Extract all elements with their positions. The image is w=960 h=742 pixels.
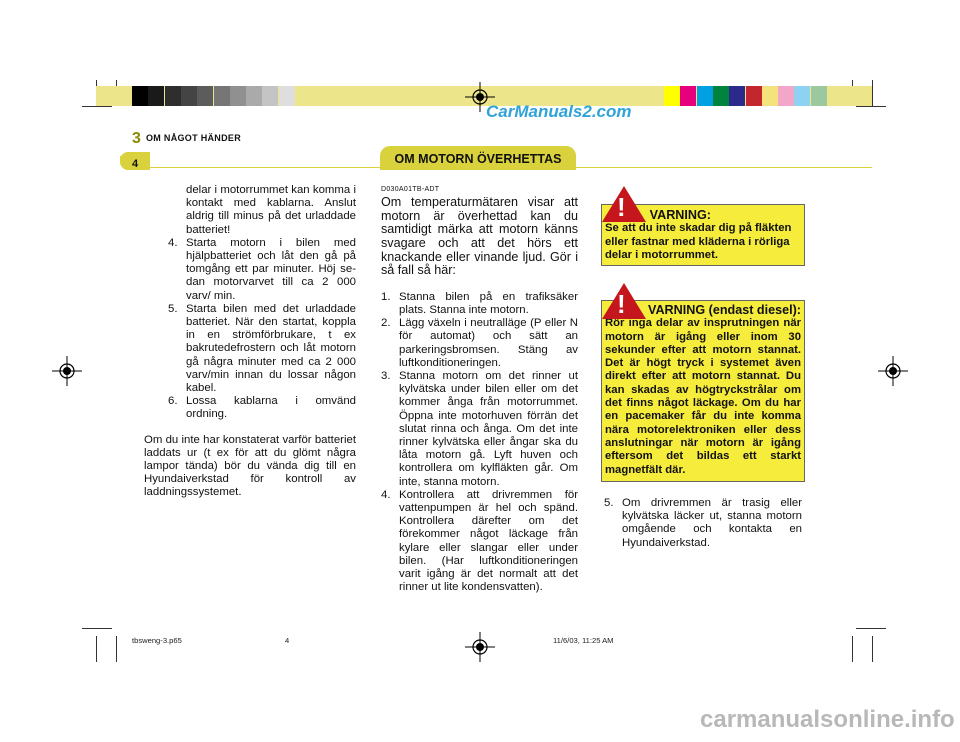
color-swatch (697, 86, 713, 106)
footer-page: 4 (285, 636, 290, 645)
step-number: 5. (604, 497, 614, 509)
crop-mark (96, 636, 97, 662)
section-title: OM MOTORN ÖVERHETTAS (380, 146, 576, 170)
color-swatch (246, 86, 262, 106)
list-item (168, 237, 356, 303)
registration-crosshair-icon (52, 356, 82, 386)
color-swatch (664, 86, 680, 106)
intro-paragraph: Om temperaturmätaren visar att motorn är överhettad kan du samtidigt märka att motorn känns svagare och att det hörs ett knackande eller vinande ljud. Gör i så fall så här: (381, 195, 578, 278)
left-column (144, 184, 356, 500)
step-text: Lägg växeln i neutralläge (P eller N för automat) och sätt an parkeringsbromsen. Stäng av luftkonditioneringen. (399, 317, 578, 369)
step-text: Om drivremmen är trasig eller kylvätska läcker ut, stanna motorn omgående och kontakta en Hyundaiverkstad. (622, 497, 802, 549)
color-swatch (181, 86, 197, 106)
color-swatch (165, 86, 181, 106)
step-text: Starta bilen med det urladdade batteriet. När den startat, koppla in en strömförbrukare, t ex bakrutedefrostern och låt motorn gå några minuter med ca 2 000 varv/min innan du lossar någon kabel. (186, 302, 356, 395)
color-swatch (811, 86, 827, 106)
continuation-text: delar i motorrummet kan komma i kontakt med kablarna. Anslut aldrig till minus på det urladdade batteriet! (186, 184, 356, 236)
middle-steps-list (381, 291, 578, 595)
footer-timestamp: 11/6/03, 11:25 AM (553, 636, 614, 645)
color-swatch (762, 86, 778, 106)
left-steps-list (144, 237, 356, 422)
crop-mark (856, 628, 886, 629)
watermark[interactable]: carmanualsonline.info (700, 706, 955, 733)
list-item (168, 303, 356, 395)
color-swatch (132, 86, 148, 106)
warning-title: VARNING: (649, 208, 711, 222)
right-step (604, 497, 802, 550)
step-number: 6. (168, 395, 178, 408)
warning-box-diesel (601, 300, 805, 482)
list-item (381, 489, 578, 595)
warning-text: Se att du inte skadar dig på fläkten eller fastnar med kläderna i rörliga delar i motorrummet. (605, 222, 792, 261)
color-swatch (262, 86, 278, 106)
step-number: 1. (381, 290, 391, 303)
middle-column (381, 183, 578, 594)
page-number: 4 (132, 158, 139, 170)
crop-mark (82, 106, 112, 107)
registration-crosshair-icon (465, 632, 495, 662)
crop-mark (856, 106, 886, 107)
list-item (381, 317, 578, 370)
crop-mark (82, 628, 112, 629)
step-text: Starta motorn i bilen med hjälpbatteriet och låt den gå på tomgång ett par minuter. Höj se-dan motorvarvet till ca 2 000 varv/ min. (186, 236, 356, 302)
color-swatch (148, 86, 164, 106)
color-swatch (214, 86, 230, 106)
list-item (381, 291, 578, 317)
color-swatch (680, 86, 696, 106)
step-text: Stanna motorn om det rinner ut kylvätska under bilen eller om det kommer ånga från motorrummet. Öppna inte motorhuven förrän det slutat rinna och ånga. Om det inte rinner kylvätska eller ångar ska du låta motorn gå. Lyft huven och kontrollera om kylfläkten går. Om inte, stanna motorn. (399, 369, 578, 488)
registration-crosshair-icon (878, 356, 908, 386)
crop-mark (852, 636, 853, 662)
list-item (168, 395, 356, 421)
color-swatch (197, 86, 213, 106)
color-swatch (230, 86, 246, 106)
step-number: 4. (381, 488, 391, 501)
step-number: 3. (381, 369, 391, 382)
chapter-number: 3 (132, 130, 141, 147)
document-code: D030A01TB-ADT (381, 186, 440, 193)
warning-text: Rör inga delar av insprutningen när motorn är igång eller inom 30 sekunder efter att motorn stannat. Det är högt tryck i systemet även direkt efter att motorn stannat. Du kan skadas av högtryckstrålar om det finns något läckage. Om du har en pacemaker får du inte komma nära motorelektroniken eller dess anslutningar när motorn är igång eftersom det bildas ett starkt magnetfält där. (605, 317, 801, 476)
crop-mark (116, 636, 117, 662)
step-number: 2. (381, 317, 391, 330)
color-swatch (778, 86, 794, 106)
chapter-title: OM NÅGOT HÄNDER (146, 133, 241, 143)
color-swatch (279, 86, 295, 106)
step-text: Lossa kablarna i omvänd ordning. (186, 395, 356, 421)
step-number: 4. (168, 236, 178, 249)
list-item (381, 370, 578, 489)
site-logo[interactable]: CarManuals2.com (486, 102, 632, 121)
crop-mark (872, 80, 873, 106)
color-swatch (729, 86, 745, 106)
color-swatch (713, 86, 729, 106)
warning-exclamation-icon: ! (617, 192, 626, 222)
step-text: Stanna bilen på en trafiksäker plats. Stanna inte motorn. (399, 290, 578, 316)
step-number: 5. (168, 302, 178, 315)
note-paragraph: Om du inte har konstaterat varför batteriet laddats ur (t ex för att du glömt några lampor tända) bör du vända dig till en Hyundaiverkstad för kontroll av laddningssystemet. (144, 433, 356, 499)
warning-exclamation-icon: ! (617, 289, 626, 319)
color-swatch (794, 86, 810, 106)
footer-file: tbsweng-3.p65 (132, 636, 182, 645)
color-swatch (746, 86, 762, 106)
step-text: Kontrollera att drivremmen för vattenpumpen är hel och spänd. Kontrollera därefter om det förekommer något läckage från kylare eller slangar eller under bilen. (Har luftkonditioneringen varit igång är det normalt att det rinner ut lite kondensvatten). (399, 488, 578, 594)
crop-mark (872, 636, 873, 662)
warning-title: VARNING (endast diesel): (647, 303, 801, 317)
